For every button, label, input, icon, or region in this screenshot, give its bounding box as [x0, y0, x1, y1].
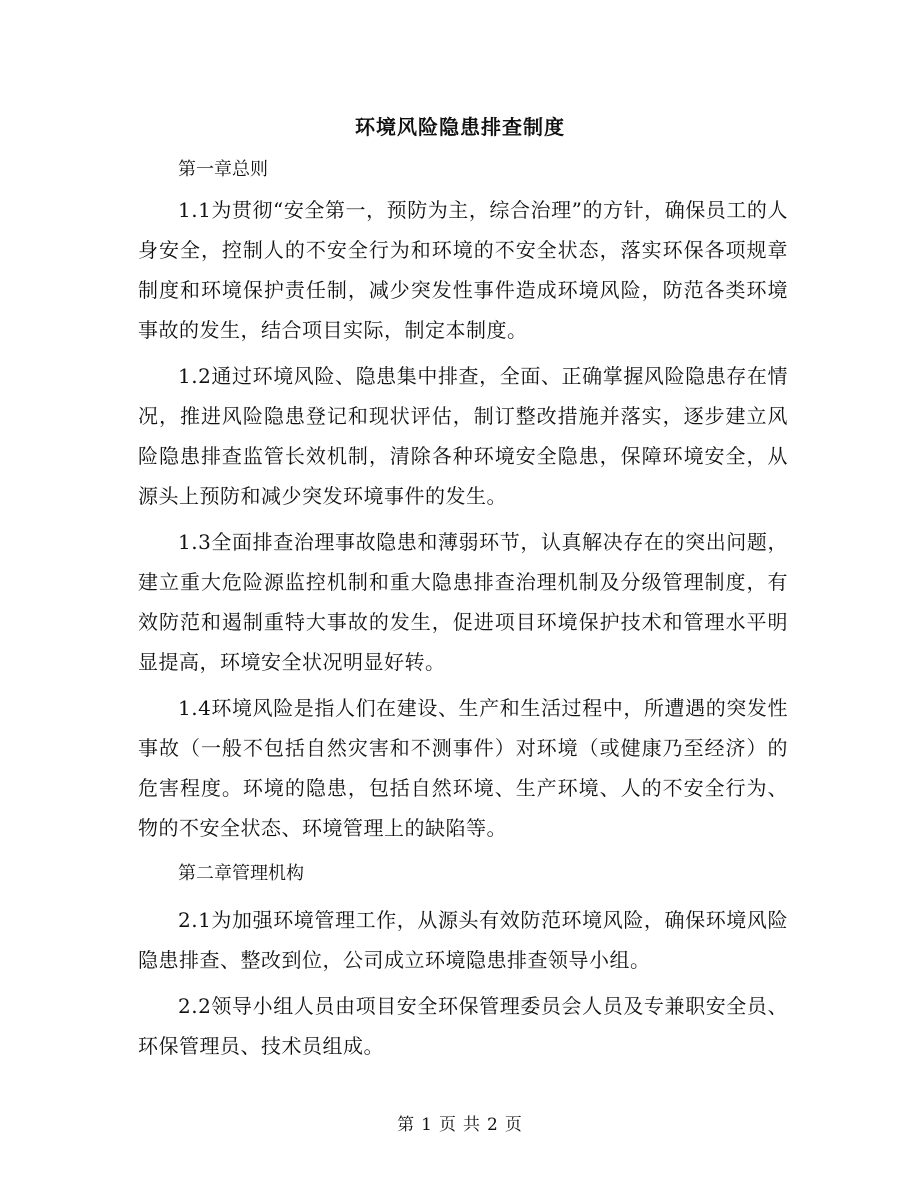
page-footer [0, 1110, 920, 1140]
document-title: 环境风险隐患排查制度 [355, 115, 565, 139]
footer-total-prefix: 共 [463, 1115, 481, 1135]
paragraph: 1.1为贯彻“安全第一，预防为主，综合治理”的方针，确保员工的人身安全，控制人的不安全行为和环境的不安全状态，落实环保各项规章制度和环境保护责任制，减少突发性事件造成环境风险，防范各类环境事故的发生，结合项目实际，制定本制度。 [138, 198, 788, 342]
document-body [138, 150, 788, 1066]
section-heading: 第一章总则 [178, 159, 268, 180]
footer-prefix: 第 [397, 1115, 416, 1135]
paragraph: 2.2领导小组人员由项目安全环保管理委员会人员及专兼职安全员、环保管理员、技术员组成。 [138, 994, 788, 1058]
footer-page-word: 页 [439, 1115, 457, 1135]
paragraph: 1.3全面排查治理事故隐患和薄弱环节，认真解决存在的突出问题，建立重大危险源监控机制和重大隐患排查治理机制及分级管理制度，有效防范和遏制重特大事故的发生，促进项目环境保护技术和管理水平明显提高，环境安全状况明显好转。 [138, 530, 788, 674]
paragraph: 1.2通过环境风险、隐患集中排查，全面、正确掌握风险隐患存在情况，推进风险隐患登记和现状评估，制订整改措施并落实，逐步建立风险隐患排查监管长效机制，清除各种环境安全隐患，保障环境安全，从源头上预防和减少突发环境事件的发生。 [138, 364, 788, 508]
footer-total-pages: 2 [487, 1115, 499, 1135]
section-heading: 第二章管理机构 [178, 863, 304, 884]
paragraph: 1.4环境风险是指人们在建设、生产和生活过程中，所遭遇的突发性事故（一般不包括自然灾害和不测事件）对环境（或健康乃至经济）的危害程度。环境的隐患，包括自然环境、生产环境、人的不安全行为、物的不安全状态、环境管理上的缺陷等。 [138, 696, 788, 840]
footer-suffix: 页 [504, 1115, 523, 1135]
paragraph: 2.1为加强环境管理工作，从源头有效防范环境风险，确保环境风险隐患排查、整改到位，公司成立环境隐患排查领导小组。 [138, 908, 788, 972]
footer-current-page: 1 [421, 1115, 433, 1135]
